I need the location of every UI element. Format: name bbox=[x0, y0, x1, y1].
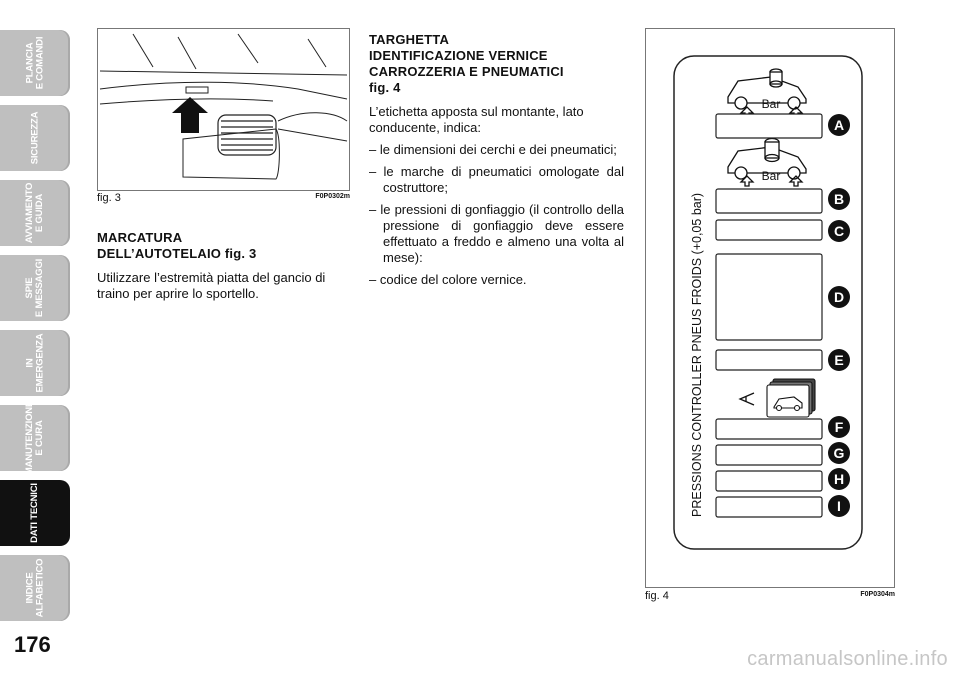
field-box-d bbox=[716, 254, 822, 340]
figure-4-illustration bbox=[645, 28, 895, 588]
field-box-f bbox=[716, 419, 822, 439]
tab-indice[interactable]: INDICE ALFABETICO bbox=[0, 555, 70, 621]
tab-emergenza[interactable]: IN EMERGENZA bbox=[0, 330, 70, 396]
field-box-e bbox=[716, 350, 822, 370]
field-box-g bbox=[716, 445, 822, 465]
field-box-i bbox=[716, 497, 822, 517]
vertical-pressure-text: PRESSIONS CONTROLLER PNEUS FROIDS (+0,05 bar) bbox=[690, 192, 704, 517]
section-targhetta bbox=[369, 32, 624, 288]
tab-dati-tecnici[interactable]: DATI TECNICI bbox=[0, 480, 70, 546]
tab-plancia[interactable]: PLANCIA E COMANDI bbox=[0, 30, 70, 96]
letter-badge-b: B bbox=[833, 191, 845, 207]
figure-4-code: F0P0304m bbox=[860, 591, 895, 598]
letter-badge-c: C bbox=[833, 223, 845, 239]
tab-avviamento[interactable]: AVVIAMENTO E GUIDA bbox=[0, 180, 70, 246]
figure-3-illustration bbox=[97, 28, 350, 191]
watermark-footer: carmanualsonline.info bbox=[747, 648, 948, 670]
figure-3-caption: fig. 3 F0P0302m bbox=[97, 192, 350, 204]
list-item: – le dimensioni dei cerchi e dei pneumatici; bbox=[369, 142, 617, 157]
letter-badge-a: A bbox=[833, 117, 845, 133]
letter-badge-d: D bbox=[833, 289, 845, 305]
tab-spie[interactable]: SPIE E MESSAGGI bbox=[0, 255, 70, 321]
list-item: – codice del colore vernice. bbox=[369, 272, 527, 287]
figure-3-code: F0P0302m bbox=[315, 193, 350, 200]
letter-badge-e: E bbox=[834, 352, 844, 368]
section-marcatura bbox=[97, 230, 349, 302]
letter-badge-h: H bbox=[833, 471, 845, 487]
field-box-c bbox=[716, 220, 822, 240]
letter-badge-g: G bbox=[833, 445, 845, 461]
figure-4-caption: fig. 4 F0P0304m bbox=[645, 590, 895, 602]
section-marcatura-body: Utilizzare l’estremità piatta del gancio di traino per aprire lo sportello. bbox=[97, 270, 326, 301]
bar-unit-label: Bar bbox=[761, 97, 781, 111]
list-item: – le marche di pneumatici omologate dal costruttore; bbox=[369, 164, 624, 195]
section-targhetta-title: TARGHETTA IDENTIFICAZIONE VERNICE CARROZZERIA E PNEUMATICI fig. 4 bbox=[369, 32, 564, 95]
section-targhetta-list bbox=[369, 142, 624, 288]
letter-badge-f: F bbox=[834, 419, 844, 435]
tab-sicurezza[interactable]: SICUREZZA bbox=[0, 105, 70, 171]
field-box-h bbox=[716, 471, 822, 491]
section-targhetta-intro: L’etichetta apposta sul montante, lato conducente, indica: bbox=[369, 104, 584, 135]
letter-badge-i: I bbox=[837, 498, 841, 514]
tab-manutenzione[interactable]: MANUTENZIONE E CURA bbox=[0, 405, 70, 471]
page-number: 176 bbox=[14, 632, 51, 657]
field-box-a bbox=[716, 114, 822, 138]
bar-unit-label: Bar bbox=[761, 169, 781, 183]
section-marcatura-title: MARCATURA DELL’AUTOTELAIO fig. 3 bbox=[97, 230, 257, 261]
booklet-car-icon bbox=[767, 379, 815, 417]
field-box-b bbox=[716, 189, 822, 213]
list-item: – le pressioni di gonfiaggio (il controllo della pressione di gonfiaggio deve essere effettuato a freddo e almeno una volta al mese): bbox=[369, 202, 624, 265]
